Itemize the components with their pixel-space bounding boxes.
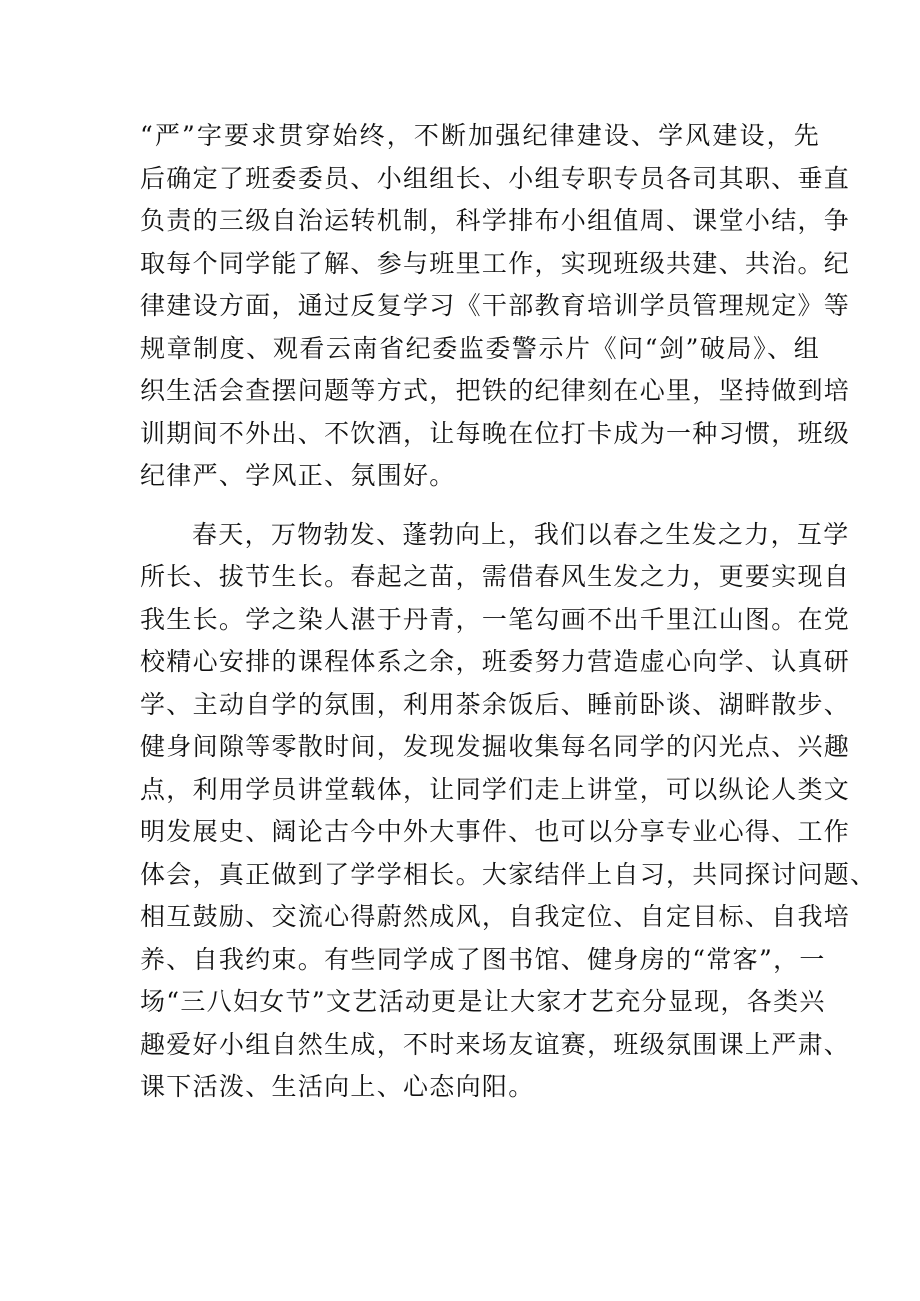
paragraph-2 <box>140 514 877 1109</box>
text-line: 学、主动自学的氛围，利用茶余饭后、睡前卧谈、湖畔散步、 <box>140 689 851 719</box>
document-body <box>140 115 877 1109</box>
text-line: 场“三八妇女节”文艺活动更是让大家才艺充分显现，各类兴 <box>140 987 826 1016</box>
text-line: 校精心安排的课程体系之余，班委努力营造虚心向学、认真研 <box>140 647 851 676</box>
text-line: 相互鼓励、交流心得蔚然成风，自我定位、自定目标、自我培 <box>140 902 851 931</box>
text-line: 取每个同学能了解、参与班里工作，实现班级共建、共治。纪 <box>140 248 851 278</box>
text-line: 点，利用学员讲堂载体，让同学们走上讲堂，可以纵论人类文 <box>140 774 851 804</box>
text-line: 所长、拔节生长。春起之苗，需借春风生发之力，更要实现自 <box>140 562 851 591</box>
text-line: 我生长。学之染人湛于丹青，一笔勾画不出千里江山图。在党 <box>140 604 851 634</box>
text-line: 健身间隙等零散时间，发现发掘收集每名同学的闪光点、兴趣 <box>140 732 851 761</box>
text-line: 明发展史、阔论古今中外大事件、也可以分享专业心得、工作 <box>140 817 851 846</box>
text-line: 规章制度、观看云南省纪委监委警示片《问“剑”破局》、组 <box>140 333 820 363</box>
text-line: 律建设方面，通过反复学习《干部教育培训学员管理规定》等 <box>140 291 851 320</box>
text-line: 养、自我约束。有些同学成了图书馆、健身房的“常客”，一 <box>140 944 826 974</box>
text-line: 后确定了班委委员、小组组长、小组专职专员各司其职、垂直 <box>140 163 851 193</box>
text-line: 体会，真正做到了学学相长。大家结伴上自习，共同探讨问题、 <box>140 859 877 889</box>
text-line: “严”字要求贯穿始终，不断加强纪律建设、学风建设，先 <box>140 121 820 150</box>
text-line: 织生活会查摆问题等方式，把铁的纪律刻在心里，坚持做到培 <box>140 376 851 405</box>
paragraph-1 <box>140 115 851 498</box>
text-line: 春天，万物勃发、蓬勃向上，我们以春之生发之力，互学 <box>192 519 850 549</box>
text-line: 课下活泼、生活向上、心态向阳。 <box>140 1072 535 1101</box>
text-line: 负责的三级自治运转机制，科学排布小组值周、课堂小结，争 <box>140 206 851 235</box>
text-line: 趣爱好小组自然生成，不时来场友谊赛，班级氛围课上严肃、 <box>140 1029 851 1059</box>
text-line: 纪律严、学风正、氛围好。 <box>140 461 456 490</box>
text-line: 训期间不外出、不饮酒，让每晚在位打卡成为一种习惯，班级 <box>140 418 851 448</box>
